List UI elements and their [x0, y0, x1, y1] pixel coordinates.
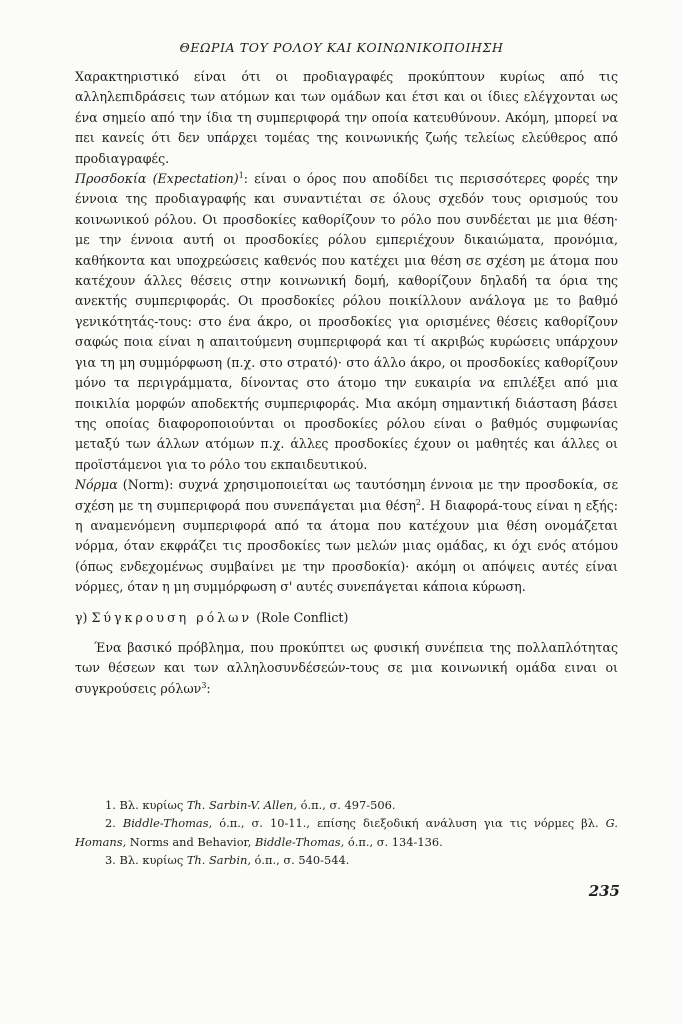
paragraph-norm: [75, 475, 618, 597]
section-heading: [75, 608, 618, 628]
footnote-2-authors-2: Biddle-Thomas,: [255, 834, 345, 849]
footnote-1-authors: Th. Sarbin-V. Allen,: [186, 798, 298, 812]
section-gap: [75, 598, 618, 608]
footnote-3: [75, 851, 618, 869]
footnote-mark-3: 3: [201, 680, 207, 690]
footnote-2-mid: ό.π., σ. 10-11., επίσης διεξοδική ανάλυση για τις νόρμες βλ.: [212, 816, 606, 831]
section-letter: γ): [75, 609, 88, 625]
role-conflict-text: Ένα βασικό πρόβλημα, που προκύπτει ως φυσική συνέπεια της πολλαπλότητας των θέσεων και των αλληλοσυνδέσεών-τους σε μια κοινωνική ομάδα ειναι οι συγκρούσεις ρόλων: [75, 639, 618, 696]
footnote-3-prefix: 3. Βλ. κυρίως: [105, 853, 187, 868]
section-title-english: (Role Conflict): [256, 609, 349, 625]
footnote-3-ref: ό.π., σ. 540-544.: [250, 853, 350, 868]
section-gap: [75, 628, 618, 638]
term-expectation: Προσδοκία (Expectation): [75, 171, 239, 187]
section-title: Σύγκρουση ρόλων: [91, 609, 253, 625]
footnote-2-title: Norms and Behavior,: [126, 834, 255, 849]
norm-definition-part1: : συχνά χρησιμοποιείται ως ταυτόσημη έννοια με την προσδοκία, σε σχέση με τη συμπεριφορά που συνεπάγεται μια θέση: [75, 477, 618, 513]
role-conflict-colon: :: [206, 680, 211, 696]
paragraph-expectation: [75, 169, 618, 475]
footnote-2: [75, 814, 618, 851]
term-norm: Νόρμα: [75, 477, 118, 493]
running-header: ΘΕΩΡΙΑ ΤΟΥ ΡΟΛΟΥ ΚΑΙ ΚΟΙΝΩΝΙΚΟΠΟΙΗΣΗ: [179, 40, 504, 55]
footnote-2-author-homans: G. Homans,: [75, 816, 618, 849]
body-text: [75, 67, 618, 699]
footnote-3-authors: Th. Sarbin,: [186, 853, 251, 868]
footnote-mark-1: 1: [238, 171, 244, 181]
footnote-2-ref: ό.π., σ. 134-136.: [344, 834, 443, 849]
term-norm-english: (Norm): [117, 477, 170, 493]
footnotes: [75, 796, 618, 870]
expectation-definition: : είναι ο όρος που αποδίδει τις περισσότερες φορές την έννοια της προδιαγραφής και συναντιέται σε όλους σχεδόν τους ορισμούς του κοινωνικού ρόλου. Οι προσδοκίες καθορίζουν το ρόλο που συνδέεται με μια θέση· με την έννοια αυτή οι προσδοκίες ρόλου εμπεριέχουν δικαιώματα, προνόμια, καθήκοντα και υποχρεώσεις καθενός που κατέχει μια θέση σε σχέση με άτομα που κατέχουν άλλες θέσεις στην κοινωνική δομή, καθορίζουν δηλαδή τα όρια της ανεκτής συμπεριφοράς. Οι προσδοκίες ρόλου ποικίλλουν ανάλογα με το βαθμό γενικότητάς-τους: στο ένα άκρο, οι προσδοκίες για ορισμένες θέσεις καθορίζουν σαφώς ποια είναι η απαιτούμενη συμπεριφορά και τί ακριβώς κυρώσεις υπάρχουν για τη μη συμμόρφωση (π.χ. στο στρατό)· στο άλλο άκρο, οι προσδοκίες καθορίζουν μόνο τα περιγράμματα, δίνοντας στο άτομο την ευκαιρία να επιλέξει από μια ποικιλία μορφών αποδεκτής συμπεριφοράς. Μια ακόμη σημαντική διάσταση βάσει της οποίας διαφοροποιούνται οι προσδοκίες ρόλου είναι ο βαθμός συμφωνίας μεταξύ των άλλων ατόμων π.χ. άλλες προσδοκίες έχουν οι μαθητές και άλλες οι προϊστάμενοι για το ρόλο του εκπαιδευτικού.: [75, 171, 618, 472]
footnote-1: [75, 796, 618, 814]
footnote-1-ref: ό.π., σ. 497-506.: [297, 798, 396, 812]
norm-definition-part2: . Η διαφορά-τους είναι η εξής: η αναμενόμενη συμπεριφορά από τα άτομα που κατέχουν μια θέση ονομάζεται νόρμα, όταν εκφράζει τις προσδοκίες των μελών μιας ομάδας, κι όχι ενός ατόμου (όπως ενδεχομένως συμβαίνει με την προσδοκία)· ακόμη οι απόψεις αυτές είναι νόρμες, όταν η μη συμμόρφωση σ' αυτές συνεπάγεται κάποια κύρωση.: [75, 497, 618, 595]
footnote-1-prefix: 1. Βλ. κυρίως: [105, 798, 187, 812]
footnote-2-authors: Biddle-Thomas,: [122, 816, 213, 831]
footnote-2-prefix: 2.: [105, 816, 123, 831]
page-number: 235: [588, 882, 620, 900]
footnote-mark-2: 2: [415, 497, 422, 507]
paragraph-intro: Χαρακτηριστικό είναι ότι οι προδιαγραφές προκύπτουν κυρίως από τις αλληλεπιδράσεις των ατόμων και των ομάδων και έτσι και οι ίδιες ελέγχονται ως ένα σημείο από την ίδια τη συμπεριφορά την οποία κατευθύνουν. Ακόμη, μπορεί να πει κανείς ότι δεν υπάρχει τομέας της κοινωνικής ζωής τελείως ελεύθερος από προδιαγραφές.: [75, 69, 618, 166]
paragraph-role-conflict: [75, 638, 618, 699]
